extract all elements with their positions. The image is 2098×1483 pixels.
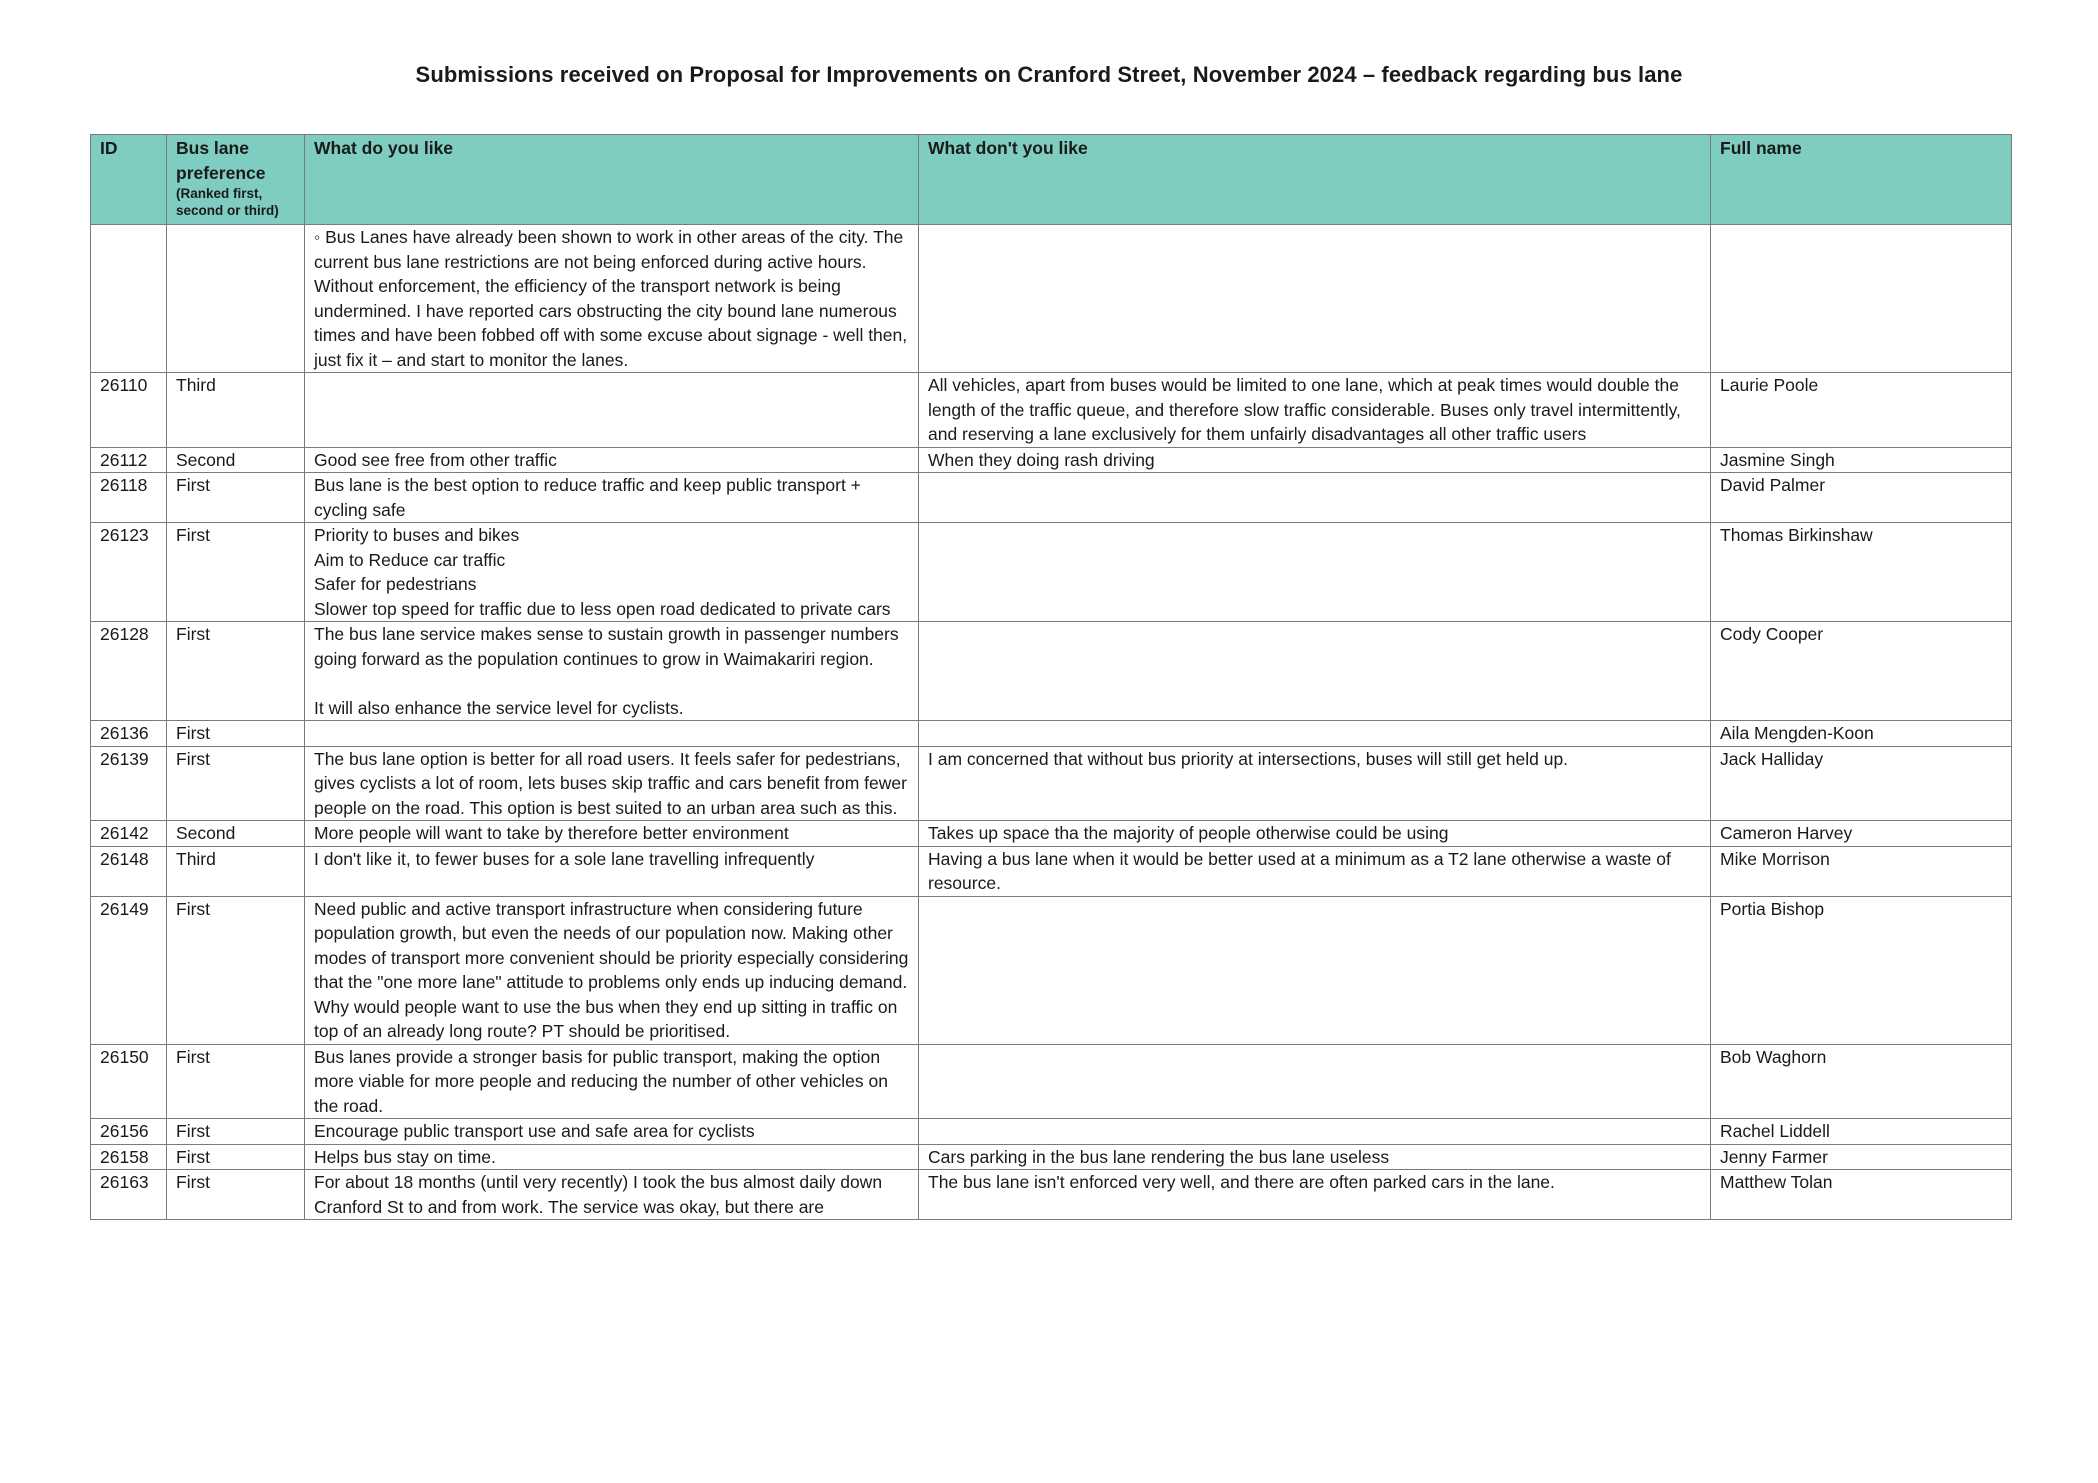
cell-preference: First bbox=[167, 1119, 305, 1145]
cell-preference: First bbox=[167, 1144, 305, 1170]
cell-dislike bbox=[919, 1119, 1711, 1145]
cell-name: Rachel Liddell bbox=[1711, 1119, 2012, 1145]
table-row bbox=[91, 721, 2012, 747]
cell-preference: First bbox=[167, 523, 305, 622]
cell-id bbox=[91, 225, 167, 373]
cell-name: David Palmer bbox=[1711, 473, 2012, 523]
cell-like bbox=[305, 373, 919, 448]
cell-preference: First bbox=[167, 896, 305, 1044]
cell-name: Mike Morrison bbox=[1711, 846, 2012, 896]
cell-id: 26123 bbox=[91, 523, 167, 622]
header-id: ID bbox=[91, 135, 167, 225]
cell-dislike: All vehicles, apart from buses would be limited to one lane, which at peak times would double the length of the traffic queue, and therefore slow traffic considerable. Buses only travel intermittently, and reserving a lane exclusively for them unfairly disadvantages all other traffic users bbox=[919, 373, 1711, 448]
cell-like: Need public and active transport infrastructure when considering future population growth, but even the needs of our population now. Making other modes of transport more convenient should be priority especially considering that the "one more lane" attitude to problems only ends up inducing demand. Why would people want to use the bus when they end up sitting in traffic on top of an already long route? PT should be prioritised. bbox=[305, 896, 919, 1044]
cell-like: For about 18 months (until very recently) I took the bus almost daily down Cranford St to and from work. The service was okay, but there are bbox=[305, 1170, 919, 1220]
header-preference-note: (Ranked first, second or third) bbox=[176, 186, 279, 218]
cell-name: Jenny Farmer bbox=[1711, 1144, 2012, 1170]
cell-id: 26163 bbox=[91, 1170, 167, 1220]
cell-like: Good see free from other traffic bbox=[305, 447, 919, 473]
cell-like: Encourage public transport use and safe area for cyclists bbox=[305, 1119, 919, 1145]
cell-like: More people will want to take by therefore better environment bbox=[305, 821, 919, 847]
header-preference-label: Bus lane preference bbox=[176, 138, 266, 183]
table-row bbox=[91, 225, 2012, 373]
cell-name: Cody Cooper bbox=[1711, 622, 2012, 721]
cell-preference: Third bbox=[167, 846, 305, 896]
cell-preference: First bbox=[167, 721, 305, 747]
cell-like: The bus lane service makes sense to sustain growth in passenger numbers going forward as the population continues to grow in Waimakariri region. It will also enhance the service level for cyclists. bbox=[305, 622, 919, 721]
cell-preference: First bbox=[167, 746, 305, 821]
cell-dislike: I am concerned that without bus priority at intersections, buses will still get held up. bbox=[919, 746, 1711, 821]
table-row bbox=[91, 473, 2012, 523]
cell-preference: Third bbox=[167, 373, 305, 448]
cell-dislike: Takes up space tha the majority of people otherwise could be using bbox=[919, 821, 1711, 847]
cell-like: I don't like it, to fewer buses for a sole lane travelling infrequently bbox=[305, 846, 919, 896]
cell-preference: First bbox=[167, 622, 305, 721]
cell-id: 26158 bbox=[91, 1144, 167, 1170]
cell-dislike: The bus lane isn't enforced very well, and there are often parked cars in the lane. bbox=[919, 1170, 1711, 1220]
cell-preference: Second bbox=[167, 821, 305, 847]
cell-name: Cameron Harvey bbox=[1711, 821, 2012, 847]
cell-id: 26139 bbox=[91, 746, 167, 821]
header-name: Full name bbox=[1711, 135, 2012, 225]
table-header-row bbox=[91, 135, 2012, 225]
table-row bbox=[91, 896, 2012, 1044]
page-title: Submissions received on Proposal for Improvements on Cranford Street, November 2024 – feedback regarding bus lane bbox=[415, 62, 1683, 87]
cell-like: The bus lane option is better for all road users. It feels safer for pedestrians, gives cyclists a lot of room, lets buses skip traffic and cars benefit from fewer people on the road. This option is best suited to an urban area such as this. bbox=[305, 746, 919, 821]
cell-name: Jack Halliday bbox=[1711, 746, 2012, 821]
cell-id: 26148 bbox=[91, 846, 167, 896]
table-row bbox=[91, 1044, 2012, 1119]
cell-id: 26118 bbox=[91, 473, 167, 523]
table-row bbox=[91, 447, 2012, 473]
cell-dislike bbox=[919, 225, 1711, 373]
cell-dislike bbox=[919, 1044, 1711, 1119]
table-row bbox=[91, 373, 2012, 448]
cell-like: Priority to buses and bikes Aim to Reduce car traffic Safer for pedestrians Slower top speed for traffic due to less open road dedicated to private cars bbox=[305, 523, 919, 622]
cell-name: Bob Waghorn bbox=[1711, 1044, 2012, 1119]
table-row bbox=[91, 622, 2012, 721]
cell-id: 26112 bbox=[91, 447, 167, 473]
submissions-table bbox=[90, 134, 2012, 1220]
cell-preference: First bbox=[167, 1044, 305, 1119]
cell-id: 26156 bbox=[91, 1119, 167, 1145]
header-preference bbox=[167, 135, 305, 225]
header-dislike: What don't you like bbox=[919, 135, 1711, 225]
cell-like: ◦ Bus Lanes have already been shown to work in other areas of the city. The current bus lane restrictions are not being enforced during active hours. Without enforcement, the efficiency of the transport network is being undermined. I have reported cars obstructing the city bound lane numerous times and have been fobbed off with some excuse about signage - well then, just fix it – and start to monitor the lanes. bbox=[305, 225, 919, 373]
cell-name: Jasmine Singh bbox=[1711, 447, 2012, 473]
cell-dislike bbox=[919, 896, 1711, 1044]
table-row bbox=[91, 523, 2012, 622]
cell-dislike bbox=[919, 721, 1711, 747]
cell-name: Matthew Tolan bbox=[1711, 1170, 2012, 1220]
cell-like: Bus lane is the best option to reduce traffic and keep public transport + cycling safe bbox=[305, 473, 919, 523]
cell-id: 26150 bbox=[91, 1044, 167, 1119]
cell-dislike bbox=[919, 622, 1711, 721]
cell-dislike: Having a bus lane when it would be better used at a minimum as a T2 lane otherwise a waste of resource. bbox=[919, 846, 1711, 896]
cell-dislike bbox=[919, 473, 1711, 523]
table-row bbox=[91, 1170, 2012, 1220]
cell-name: Aila Mengden-Koon bbox=[1711, 721, 2012, 747]
cell-id: 26142 bbox=[91, 821, 167, 847]
cell-like: Helps bus stay on time. bbox=[305, 1144, 919, 1170]
cell-preference: Second bbox=[167, 447, 305, 473]
table-row bbox=[91, 1144, 2012, 1170]
cell-id: 26110 bbox=[91, 373, 167, 448]
cell-dislike bbox=[919, 523, 1711, 622]
cell-like bbox=[305, 721, 919, 747]
table-row bbox=[91, 846, 2012, 896]
cell-like: Bus lanes provide a stronger basis for public transport, making the option more viable for more people and reducing the number of other vehicles on the road. bbox=[305, 1044, 919, 1119]
cell-name: Thomas Birkinshaw bbox=[1711, 523, 2012, 622]
cell-name bbox=[1711, 225, 2012, 373]
table-row bbox=[91, 746, 2012, 821]
table-row bbox=[91, 1119, 2012, 1145]
cell-id: 26149 bbox=[91, 896, 167, 1044]
cell-dislike: When they doing rash driving bbox=[919, 447, 1711, 473]
table-row bbox=[91, 821, 2012, 847]
cell-preference: First bbox=[167, 1170, 305, 1220]
cell-name: Portia Bishop bbox=[1711, 896, 2012, 1044]
cell-dislike: Cars parking in the bus lane rendering the bus lane useless bbox=[919, 1144, 1711, 1170]
header-like: What do you like bbox=[305, 135, 919, 225]
cell-id: 26136 bbox=[91, 721, 167, 747]
cell-id: 26128 bbox=[91, 622, 167, 721]
cell-preference bbox=[167, 225, 305, 373]
cell-preference: First bbox=[167, 473, 305, 523]
cell-name: Laurie Poole bbox=[1711, 373, 2012, 448]
